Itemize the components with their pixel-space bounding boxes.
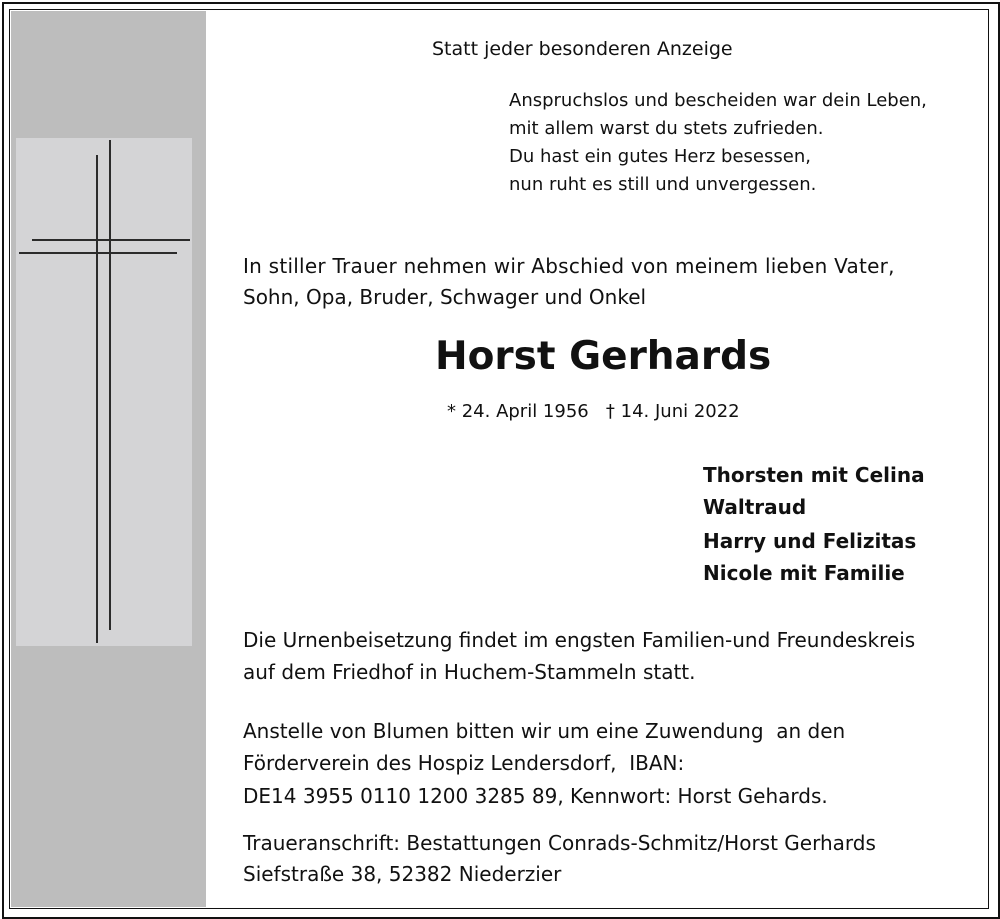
poem-line: nun ruht es still und unvergessen. [509, 174, 817, 195]
signatory: Thorsten mit Celina [703, 463, 925, 487]
intro-line: Sohn, Opa, Bruder, Schwager und Onkel [243, 285, 647, 309]
address-line: Traueranschrift: Bestattungen Conrads-Schmitz/Horst Gerhards [243, 831, 876, 855]
signatory: Waltraud [703, 495, 807, 519]
signatory: Harry und Felizitas [703, 529, 917, 553]
poem-line: Anspruchslos und bescheiden war dein Leben, [509, 90, 927, 111]
heading: Statt jeder besonderen Anzeige [432, 38, 733, 60]
poem-line: Du hast ein gutes Herz besessen, [509, 146, 811, 167]
notice-line: Förderverein des Hospiz Lendersdorf, IBAN: [243, 751, 685, 775]
signatory: Nicole mit Familie [703, 561, 905, 585]
deceased-name: Horst Gerhards [435, 334, 772, 379]
notice-line: DE14 3955 0110 1200 3285 89, Kennwort: Horst Gehards. [243, 784, 828, 808]
notice-line: Die Urnenbeisetzung findet im engsten Familien-und Freundeskreis [243, 628, 916, 652]
poem-line: mit allem warst du stets zufrieden. [509, 118, 824, 139]
life-dates: * 24. April 1956 † 14. Juni 2022 [447, 401, 740, 422]
notice-line: Anstelle von Blumen bitten wir um eine Zuwendung an den [243, 719, 846, 743]
intro-line: In stiller Trauer nehmen wir Abschied von meinem lieben Vater, [243, 254, 895, 278]
notice-line: auf dem Friedhof in Huchem-Stammeln statt. [243, 660, 696, 684]
address-line: Siefstraße 38, 52382 Niederzier [243, 862, 562, 886]
cross-panel [16, 138, 192, 646]
